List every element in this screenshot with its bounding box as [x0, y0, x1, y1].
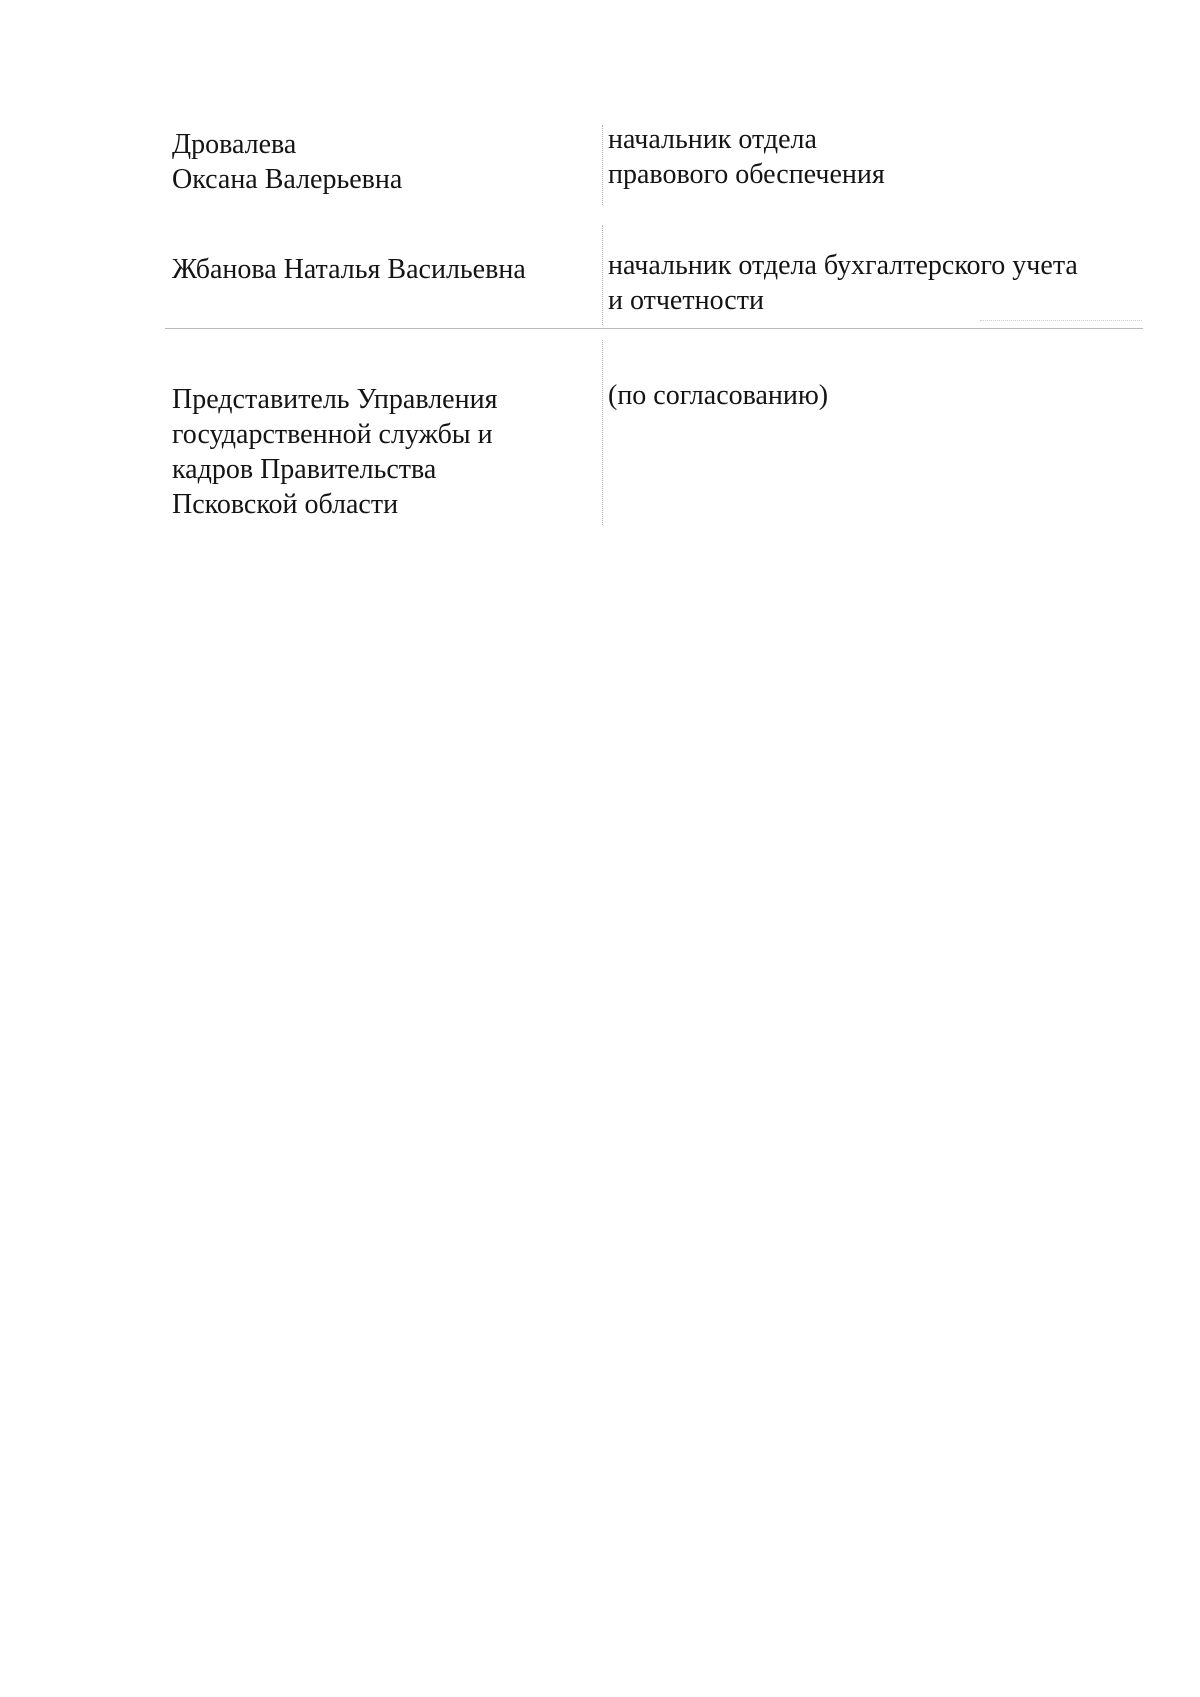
member-name	[172, 127, 402, 197]
member-position-line: (по согласованию)	[608, 380, 829, 411]
member-name-line: государственной службы и	[172, 419, 493, 450]
member-name-line: Оксана Валерьевна	[172, 164, 403, 195]
member-position-line: начальник отдела	[608, 124, 817, 155]
member-name-line: кадров Правительства	[172, 454, 437, 485]
member-name-line: Псковской области	[172, 489, 399, 520]
column-divider	[602, 125, 603, 205]
row-divider	[165, 328, 1143, 329]
member-position-line: начальник отдела бухгалтерского учета	[608, 250, 1078, 281]
member-name	[172, 382, 497, 522]
column-divider	[602, 225, 603, 325]
column-divider	[602, 340, 603, 525]
row-divider-faint	[980, 320, 1142, 321]
member-position	[608, 122, 885, 192]
member-name-line: Дровалева	[172, 129, 297, 160]
member-name-line: Жбанова Наталья Васильевна	[172, 254, 526, 285]
member-position	[608, 248, 1078, 318]
member-name-line: Представитель Управления	[172, 384, 498, 415]
member-position-line: и отчетности	[608, 285, 764, 316]
member-position-line: правового обеспечения	[608, 159, 885, 190]
member-position	[608, 378, 828, 413]
member-name	[172, 252, 526, 287]
